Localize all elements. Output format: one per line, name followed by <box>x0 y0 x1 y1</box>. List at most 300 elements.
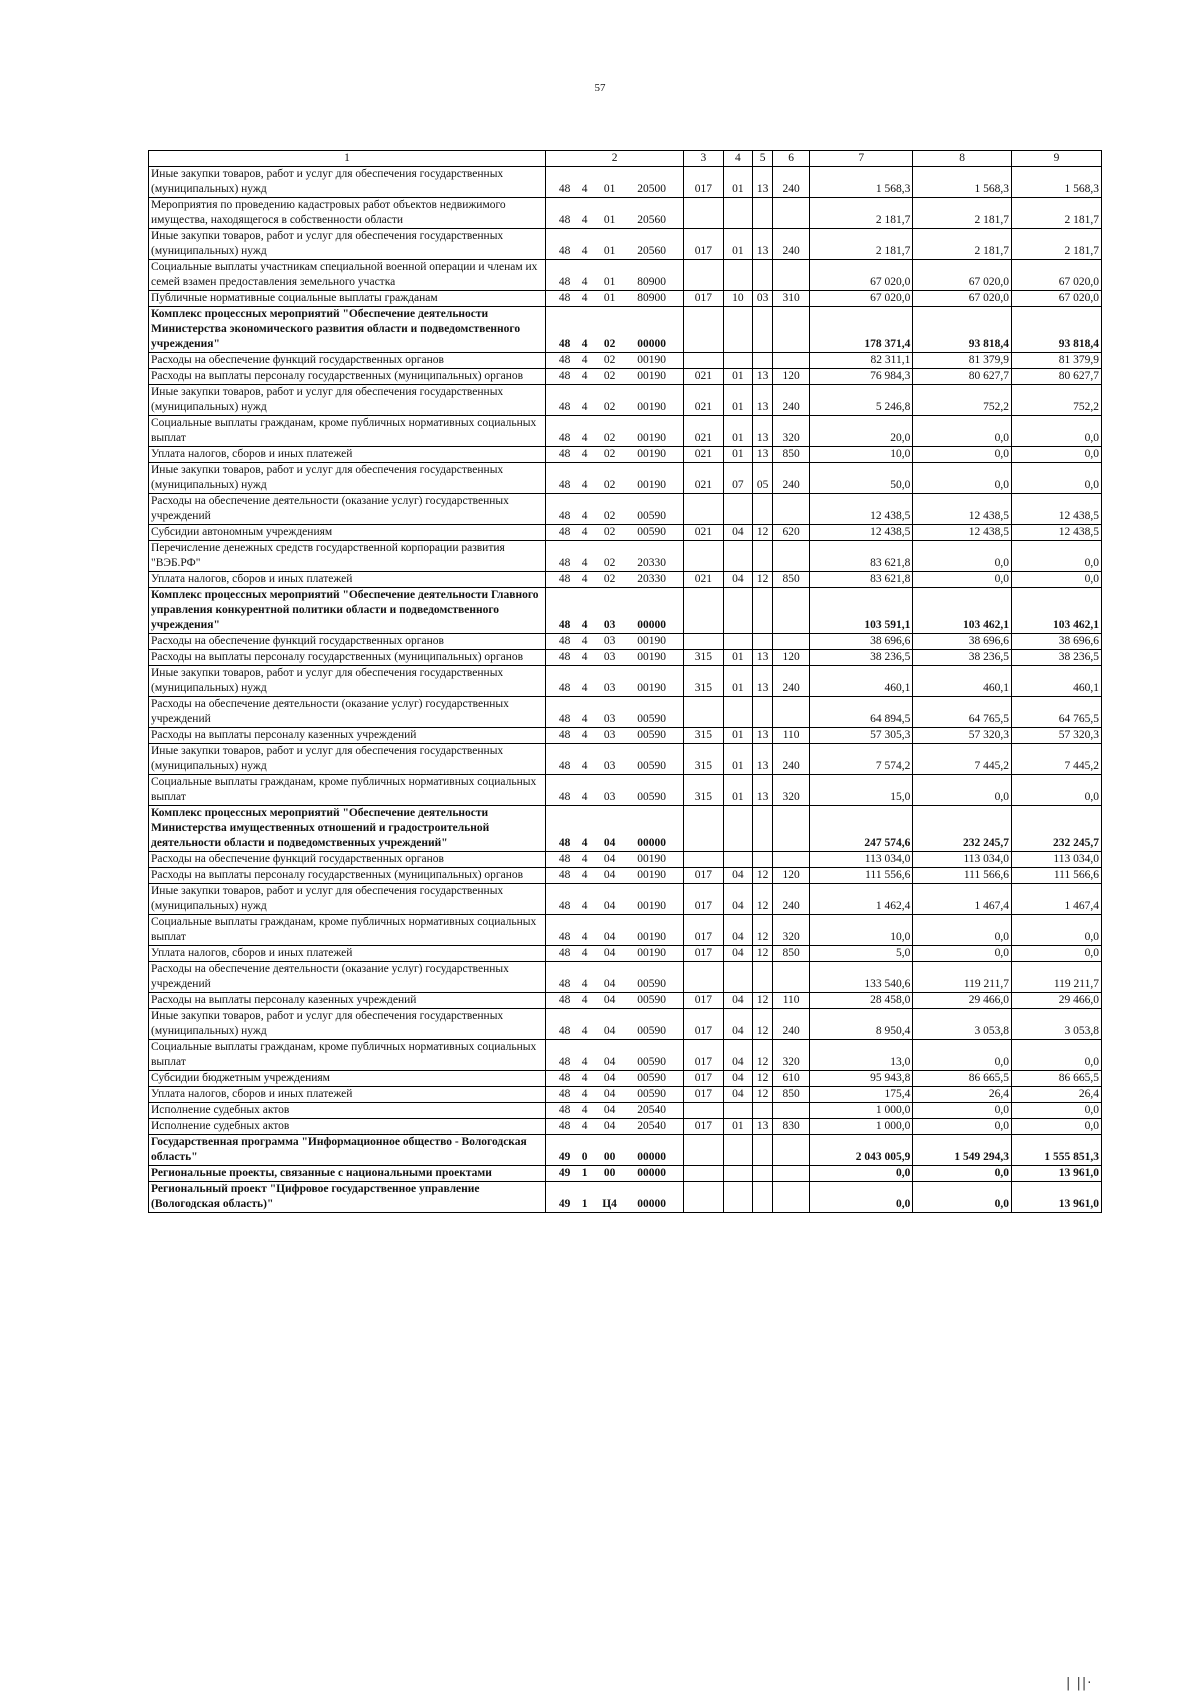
expense-type-code: 120 <box>772 650 809 666</box>
section-code <box>723 260 753 291</box>
amount-col-9: 460,1 <box>1012 666 1102 697</box>
amount-col-7: 50,0 <box>810 463 913 494</box>
row-name: Социальные выплаты гражданам, кроме публичных нормативных социальных выплат <box>149 775 546 806</box>
section-code <box>723 1182 753 1213</box>
expense-type-code: 320 <box>772 416 809 447</box>
row-name: Комплекс процессных мероприятий "Обеспечение деятельности Министерства экономического развития области и подведомственного учреждения" <box>149 307 546 353</box>
table-row <box>149 962 1102 993</box>
subsection-code: 03 <box>753 291 773 307</box>
target-code-part: 4 <box>581 994 588 1006</box>
target-code-part: 00000 <box>637 338 666 350</box>
target-code-part: 48 <box>558 1104 571 1116</box>
section-code: 07 <box>723 463 753 494</box>
expense-type-code: 830 <box>772 1119 809 1135</box>
target-code <box>545 572 683 588</box>
expense-type-code: 240 <box>772 666 809 697</box>
target-code-part: 48 <box>558 994 571 1006</box>
target-code <box>545 1103 683 1119</box>
column-header: 7 <box>810 151 913 167</box>
ministry-code: 315 <box>684 744 723 775</box>
amount-col-8: 12 438,5 <box>913 525 1012 541</box>
target-code-part: 00590 <box>637 713 666 725</box>
target-code-part: 48 <box>558 510 571 522</box>
target-code-part: 03 <box>603 713 616 725</box>
section-code: 04 <box>723 525 753 541</box>
target-code-part: 4 <box>581 448 588 460</box>
amount-col-7: 1 568,3 <box>810 167 913 198</box>
target-code-part: 02 <box>603 370 616 382</box>
section-code <box>723 198 753 229</box>
target-code <box>545 868 683 884</box>
subsection-code <box>753 307 773 353</box>
target-code-part: 4 <box>581 869 588 881</box>
subsection-code: 12 <box>753 884 773 915</box>
row-name: Мероприятия по проведению кадастровых работ объектов недвижимого имущества, находящегося в собственности области <box>149 198 546 229</box>
amount-col-8: 26,4 <box>913 1087 1012 1103</box>
expense-type-code <box>772 588 809 634</box>
amount-col-8: 86 665,5 <box>913 1071 1012 1087</box>
ministry-code <box>684 1103 723 1119</box>
target-code-part: 4 <box>581 635 588 647</box>
table-row <box>149 167 1102 198</box>
target-code <box>545 416 683 447</box>
row-name: Иные закупки товаров, работ и услуг для обеспечения государственных (муниципальных) нужд <box>149 463 546 494</box>
target-code-part: 00590 <box>637 978 666 990</box>
row-name: Уплата налогов, сборов и иных платежей <box>149 1087 546 1103</box>
subsection-code: 13 <box>753 744 773 775</box>
target-code-part: 4 <box>581 947 588 959</box>
table-row <box>149 744 1102 775</box>
target-code <box>545 666 683 697</box>
section-code: 04 <box>723 1009 753 1040</box>
subsection-code <box>753 962 773 993</box>
target-code <box>545 1009 683 1040</box>
scan-mark: | ||· <box>1066 1676 1093 1691</box>
target-code-part: 04 <box>603 869 616 881</box>
amount-col-7: 38 236,5 <box>810 650 913 666</box>
target-code-part: 04 <box>603 900 616 912</box>
target-code-part: 4 <box>581 978 588 990</box>
target-code-part: 02 <box>603 510 616 522</box>
row-name: Региональный проект "Цифровое государственное управление (Вологодская область)" <box>149 1182 546 1213</box>
target-code-part: 00590 <box>637 994 666 1006</box>
target-code <box>545 806 683 852</box>
target-code-part: 48 <box>558 1088 571 1100</box>
amount-col-7: 178 371,4 <box>810 307 913 353</box>
subsection-code: 13 <box>753 385 773 416</box>
amount-col-8: 67 020,0 <box>913 291 1012 307</box>
amount-col-8: 119 211,7 <box>913 962 1012 993</box>
subsection-code <box>753 1166 773 1182</box>
amount-col-9: 0,0 <box>1012 775 1102 806</box>
table-row <box>149 385 1102 416</box>
ministry-code: 021 <box>684 572 723 588</box>
subsection-code: 12 <box>753 915 773 946</box>
expense-type-code <box>772 260 809 291</box>
subsection-code: 13 <box>753 167 773 198</box>
target-code-part: 00190 <box>637 448 666 460</box>
target-code-part: 48 <box>558 354 571 366</box>
table-row <box>149 915 1102 946</box>
column-header: 5 <box>753 151 773 167</box>
target-code <box>545 697 683 728</box>
target-code-part: 04 <box>603 1072 616 1084</box>
amount-col-7: 113 034,0 <box>810 852 913 868</box>
ministry-code <box>684 806 723 852</box>
subsection-code: 13 <box>753 728 773 744</box>
amount-col-7: 12 438,5 <box>810 525 913 541</box>
column-header: 4 <box>723 151 753 167</box>
amount-col-9: 2 181,7 <box>1012 229 1102 260</box>
target-code <box>545 634 683 650</box>
target-code <box>545 307 683 353</box>
amount-col-9: 38 696,6 <box>1012 634 1102 650</box>
ministry-code: 017 <box>684 1087 723 1103</box>
subsection-code <box>753 852 773 868</box>
section-code: 04 <box>723 884 753 915</box>
target-code-part: 4 <box>581 401 588 413</box>
ministry-code <box>684 260 723 291</box>
ministry-code <box>684 198 723 229</box>
target-code-part: 48 <box>558 526 571 538</box>
ministry-code: 017 <box>684 167 723 198</box>
table-row <box>149 291 1102 307</box>
ministry-code: 017 <box>684 291 723 307</box>
amount-col-7: 12 438,5 <box>810 494 913 525</box>
amount-col-7: 5 246,8 <box>810 385 913 416</box>
table-row <box>149 1071 1102 1087</box>
target-code-part: 48 <box>558 1120 571 1132</box>
section-code: 04 <box>723 572 753 588</box>
table-row <box>149 229 1102 260</box>
amount-col-9: 1 568,3 <box>1012 167 1102 198</box>
column-header: 2 <box>545 151 683 167</box>
target-code-part: 01 <box>603 276 616 288</box>
ministry-code: 017 <box>684 915 723 946</box>
target-code-part: 00590 <box>637 1025 666 1037</box>
expense-type-code: 240 <box>772 463 809 494</box>
expense-type-code <box>772 1103 809 1119</box>
target-code <box>545 1166 683 1182</box>
target-code <box>545 915 683 946</box>
target-code <box>545 369 683 385</box>
target-code-part: 00190 <box>637 853 666 865</box>
amount-col-9: 0,0 <box>1012 1040 1102 1071</box>
target-code-part: 4 <box>581 1120 588 1132</box>
subsection-code: 13 <box>753 229 773 260</box>
target-code-part: 04 <box>603 1104 616 1116</box>
target-code-part: 48 <box>558 978 571 990</box>
subsection-code <box>753 494 773 525</box>
target-code-part: 00190 <box>637 479 666 491</box>
table-row <box>149 1166 1102 1182</box>
target-code-part: 48 <box>558 931 571 943</box>
table-row <box>149 572 1102 588</box>
section-code: 01 <box>723 666 753 697</box>
target-code-part: 4 <box>581 900 588 912</box>
subsection-code <box>753 634 773 650</box>
target-code-part: 02 <box>603 401 616 413</box>
amount-col-7: 1 000,0 <box>810 1103 913 1119</box>
row-name: Иные закупки товаров, работ и услуг для обеспечения государственных (муниципальных) нужд <box>149 167 546 198</box>
table-row <box>149 353 1102 369</box>
section-code <box>723 541 753 572</box>
target-code-part: 20540 <box>637 1104 666 1116</box>
target-code-part: 01 <box>603 292 616 304</box>
amount-col-7: 2 043 005,9 <box>810 1135 913 1166</box>
column-header: 6 <box>772 151 809 167</box>
table-row <box>149 463 1102 494</box>
table-row <box>149 588 1102 634</box>
ministry-code: 017 <box>684 868 723 884</box>
target-code-part: 00190 <box>637 900 666 912</box>
row-name: Перечисление денежных средств государственной корпорации развития "ВЭБ.РФ" <box>149 541 546 572</box>
amount-col-9: 13 961,0 <box>1012 1166 1102 1182</box>
expense-type-code: 120 <box>772 868 809 884</box>
target-code-part: 00590 <box>637 760 666 772</box>
target-code-part: 20500 <box>637 183 666 195</box>
amount-col-9: 57 320,3 <box>1012 728 1102 744</box>
target-code-part: 49 <box>558 1198 571 1210</box>
target-code-part: 4 <box>581 214 588 226</box>
table-row <box>149 1087 1102 1103</box>
column-header: 1 <box>149 151 546 167</box>
subsection-code <box>753 198 773 229</box>
target-code <box>545 291 683 307</box>
section-code: 01 <box>723 1119 753 1135</box>
ministry-code: 017 <box>684 946 723 962</box>
amount-col-7: 67 020,0 <box>810 291 913 307</box>
target-code <box>545 229 683 260</box>
target-code-part: 4 <box>581 370 588 382</box>
target-code-part: 04 <box>603 1120 616 1132</box>
section-code <box>723 697 753 728</box>
section-code <box>723 1103 753 1119</box>
expense-type-code: 110 <box>772 728 809 744</box>
ministry-code: 021 <box>684 416 723 447</box>
row-name: Иные закупки товаров, работ и услуг для обеспечения государственных (муниципальных) нужд <box>149 385 546 416</box>
target-code-part: 02 <box>603 557 616 569</box>
expense-type-code: 120 <box>772 369 809 385</box>
row-name: Субсидии автономным учреждениям <box>149 525 546 541</box>
amount-col-8: 3 053,8 <box>913 1009 1012 1040</box>
target-code-part: 48 <box>558 791 571 803</box>
subsection-code: 12 <box>753 1009 773 1040</box>
target-code-part: 48 <box>558 1072 571 1084</box>
table-row <box>149 852 1102 868</box>
target-code-part: 4 <box>581 526 588 538</box>
row-name: Расходы на выплаты персоналу казенных учреждений <box>149 728 546 744</box>
amount-col-8: 67 020,0 <box>913 260 1012 291</box>
target-code-part: 02 <box>603 338 616 350</box>
amount-col-9: 103 462,1 <box>1012 588 1102 634</box>
amount-col-9: 67 020,0 <box>1012 260 1102 291</box>
ministry-code: 017 <box>684 229 723 260</box>
row-name: Расходы на обеспечение деятельности (оказание услуг) государственных учреждений <box>149 962 546 993</box>
amount-col-9: 93 818,4 <box>1012 307 1102 353</box>
row-name: Комплекс процессных мероприятий "Обеспечение деятельности Главного управления конкурентной политики области и подведомственного учреждения" <box>149 588 546 634</box>
expense-type-code: 240 <box>772 385 809 416</box>
target-code-part: 00190 <box>637 354 666 366</box>
section-code: 04 <box>723 946 753 962</box>
target-code-part: 4 <box>581 713 588 725</box>
section-code: 01 <box>723 229 753 260</box>
amount-col-8: 0,0 <box>913 447 1012 463</box>
ministry-code <box>684 588 723 634</box>
target-code-part: 4 <box>581 573 588 585</box>
table-row <box>149 666 1102 697</box>
target-code-part: 4 <box>581 432 588 444</box>
amount-col-8: 0,0 <box>913 946 1012 962</box>
amount-col-8: 1 549 294,3 <box>913 1135 1012 1166</box>
amount-col-7: 0,0 <box>810 1182 913 1213</box>
amount-col-7: 82 311,1 <box>810 353 913 369</box>
amount-col-9: 81 379,9 <box>1012 353 1102 369</box>
table-row <box>149 634 1102 650</box>
target-code-part: 03 <box>603 729 616 741</box>
target-code-part: 4 <box>581 292 588 304</box>
ministry-code: 017 <box>684 993 723 1009</box>
target-code-part: 48 <box>558 900 571 912</box>
amount-col-8: 0,0 <box>913 416 1012 447</box>
subsection-code <box>753 1135 773 1166</box>
amount-col-8: 1 568,3 <box>913 167 1012 198</box>
target-code <box>545 728 683 744</box>
amount-col-8: 7 445,2 <box>913 744 1012 775</box>
target-code-part: 48 <box>558 557 571 569</box>
amount-col-7: 8 950,4 <box>810 1009 913 1040</box>
target-code-part: 4 <box>581 1104 588 1116</box>
target-code-part: 4 <box>581 557 588 569</box>
ministry-code <box>684 1135 723 1166</box>
amount-col-9: 86 665,5 <box>1012 1071 1102 1087</box>
section-code: 01 <box>723 385 753 416</box>
section-code: 01 <box>723 167 753 198</box>
amount-col-7: 2 181,7 <box>810 198 913 229</box>
column-header: 8 <box>913 151 1012 167</box>
target-code-part: 04 <box>603 947 616 959</box>
target-code-part: 00190 <box>637 370 666 382</box>
expense-type-code: 850 <box>772 447 809 463</box>
expense-type-code: 240 <box>772 229 809 260</box>
target-code-part: 01 <box>603 214 616 226</box>
target-code-part: 4 <box>581 1025 588 1037</box>
target-code-part: 20330 <box>637 573 666 585</box>
target-code-part: 48 <box>558 338 571 350</box>
target-code-part: 48 <box>558 729 571 741</box>
target-code-part: 00590 <box>637 510 666 522</box>
expense-type-code: 850 <box>772 946 809 962</box>
target-code-part: 48 <box>558 760 571 772</box>
expense-type-code: 610 <box>772 1071 809 1087</box>
target-code-part: 4 <box>581 1056 588 1068</box>
subsection-code: 12 <box>753 525 773 541</box>
amount-col-7: 38 696,6 <box>810 634 913 650</box>
target-code-part: 4 <box>581 276 588 288</box>
amount-col-7: 15,0 <box>810 775 913 806</box>
ministry-code: 017 <box>684 884 723 915</box>
amount-col-9: 0,0 <box>1012 541 1102 572</box>
target-code <box>545 1135 683 1166</box>
section-code: 01 <box>723 369 753 385</box>
amount-col-8: 0,0 <box>913 1103 1012 1119</box>
amount-col-8: 57 320,3 <box>913 728 1012 744</box>
ministry-code <box>684 1166 723 1182</box>
target-code-part: 48 <box>558 682 571 694</box>
target-code-part: 20560 <box>637 245 666 257</box>
ministry-code <box>684 307 723 353</box>
table-row <box>149 198 1102 229</box>
subsection-code <box>753 1103 773 1119</box>
row-name: Публичные нормативные социальные выплаты гражданам <box>149 291 546 307</box>
subsection-code: 13 <box>753 650 773 666</box>
target-code-part: 04 <box>603 978 616 990</box>
target-code-part: 04 <box>603 931 616 943</box>
row-name: Расходы на обеспечение деятельности (оказание услуг) государственных учреждений <box>149 494 546 525</box>
amount-col-9: 0,0 <box>1012 463 1102 494</box>
section-code <box>723 307 753 353</box>
ministry-code: 021 <box>684 369 723 385</box>
amount-col-7: 133 540,6 <box>810 962 913 993</box>
subsection-code <box>753 806 773 852</box>
target-code <box>545 167 683 198</box>
table-row <box>149 1040 1102 1071</box>
amount-col-7: 2 181,7 <box>810 229 913 260</box>
section-code <box>723 494 753 525</box>
target-code <box>545 650 683 666</box>
target-code-part: 00190 <box>637 682 666 694</box>
ministry-code: 017 <box>684 1071 723 1087</box>
target-code-part: 02 <box>603 448 616 460</box>
target-code <box>545 525 683 541</box>
section-code <box>723 353 753 369</box>
subsection-code <box>753 260 773 291</box>
target-code-part: 48 <box>558 573 571 585</box>
target-code-part: 4 <box>581 1072 588 1084</box>
target-code-part: 48 <box>558 276 571 288</box>
target-code <box>545 494 683 525</box>
amount-col-8: 460,1 <box>913 666 1012 697</box>
expense-type-code: 240 <box>772 744 809 775</box>
target-code-part: 80900 <box>637 276 666 288</box>
target-code <box>545 1119 683 1135</box>
target-code-part: 48 <box>558 619 571 631</box>
target-code-part: 48 <box>558 183 571 195</box>
amount-col-9: 1 555 851,3 <box>1012 1135 1102 1166</box>
subsection-code <box>753 541 773 572</box>
row-name: Иные закупки товаров, работ и услуг для обеспечения государственных (муниципальных) нужд <box>149 229 546 260</box>
amount-col-8: 80 627,7 <box>913 369 1012 385</box>
target-code-part: 4 <box>581 651 588 663</box>
section-code <box>723 1135 753 1166</box>
table-row <box>149 993 1102 1009</box>
amount-col-7: 28 458,0 <box>810 993 913 1009</box>
amount-col-9: 0,0 <box>1012 1119 1102 1135</box>
ministry-code <box>684 494 723 525</box>
section-code: 01 <box>723 447 753 463</box>
amount-col-8: 111 566,6 <box>913 868 1012 884</box>
target-code <box>545 353 683 369</box>
target-code-part: 4 <box>581 354 588 366</box>
table-row <box>149 884 1102 915</box>
subsection-code: 12 <box>753 572 773 588</box>
target-code-part: 48 <box>558 947 571 959</box>
section-code <box>723 806 753 852</box>
row-name: Уплата налогов, сборов и иных платежей <box>149 447 546 463</box>
target-code-part: 1 <box>581 1167 588 1179</box>
subsection-code <box>753 1182 773 1213</box>
target-code-part: 01 <box>603 245 616 257</box>
